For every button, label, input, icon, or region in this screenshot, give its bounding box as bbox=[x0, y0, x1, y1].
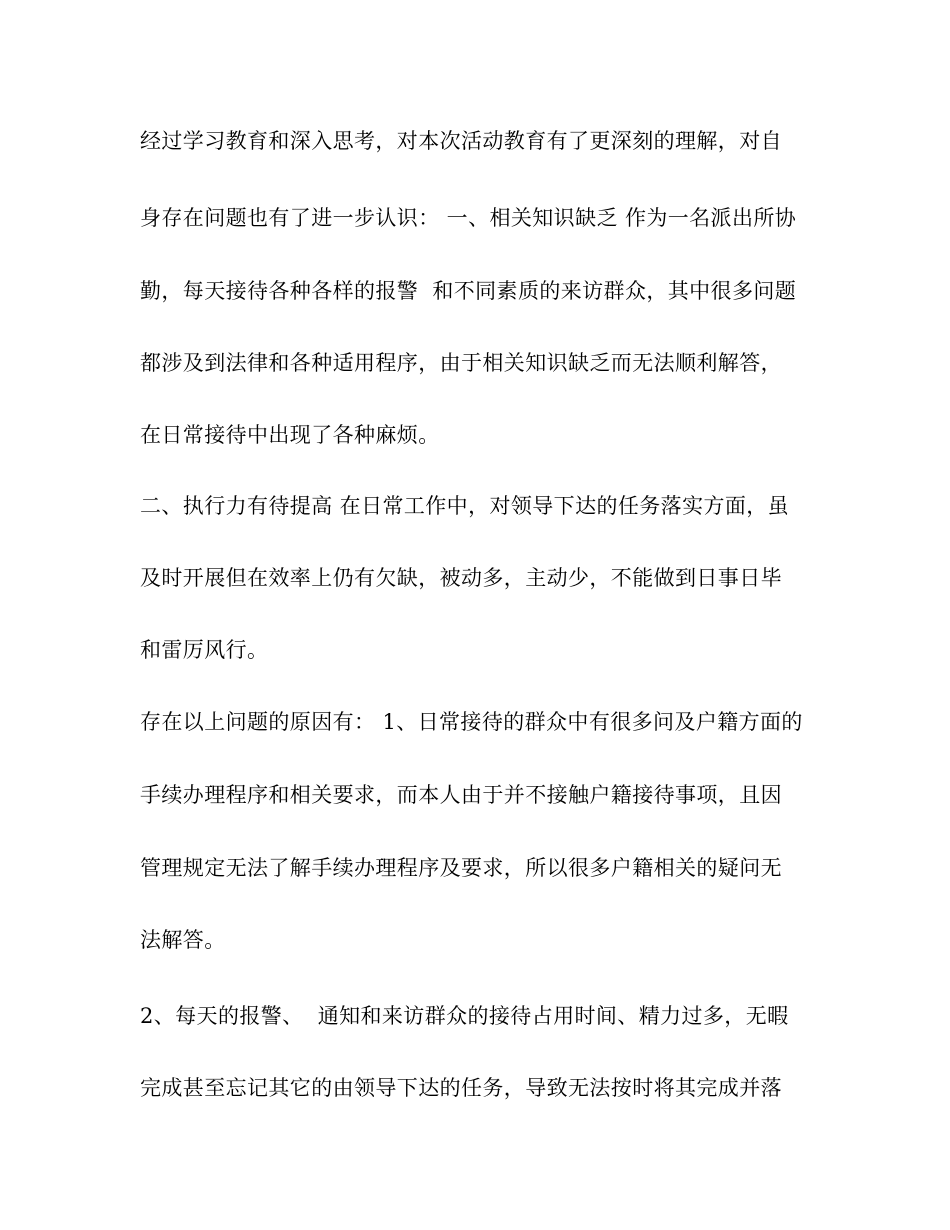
text-line: 存在以上问题的原因有： 1、日常接待的群众中有很多问及户籍方面的 bbox=[140, 710, 803, 734]
text-line: 都涉及到法律和各种适用程序，由于相关知识缺乏而无法顺利解答， bbox=[140, 351, 782, 375]
text-line: 身存在问题也有了进一步认识： 一、相关知识缺乏 作为一名派出所协 bbox=[140, 206, 797, 230]
text-line: 和雷厉风行。 bbox=[140, 638, 269, 662]
text-line: 及时开展但在效率上仍有欠缺，被动多，主动少，不能做到日事日毕 bbox=[140, 566, 782, 590]
text-line: 手续办理程序和相关要求，而本人由于并不接触户籍接待事项，且因 bbox=[140, 783, 782, 807]
text-line: 管理规定无法了解手续办理程序及要求，所以很多户籍相关的疑问无 bbox=[140, 856, 782, 880]
text-line: 法解答。 bbox=[140, 928, 226, 952]
text-line: 二、执行力有待提高 在日常工作中，对领导下达的任务落实方面，虽 bbox=[140, 494, 790, 518]
text-line: 勤，每天接待各种各样的报警 和不同素质的来访群众，其中很多问题 bbox=[140, 279, 797, 303]
text-line: 经过学习教育和深入思考，对本次活动教育有了更深刻的理解，对自 bbox=[140, 129, 782, 153]
text-line: 在日常接待中出现了各种麻烦。 bbox=[140, 423, 440, 447]
text-line: 完成甚至忘记其它的由领导下达的任务，导致无法按时将其完成并落 bbox=[140, 1076, 782, 1100]
text-line: 2、每天的报警、 通知和来访群众的接待占用时间、精力过多，无暇 bbox=[140, 1004, 789, 1028]
